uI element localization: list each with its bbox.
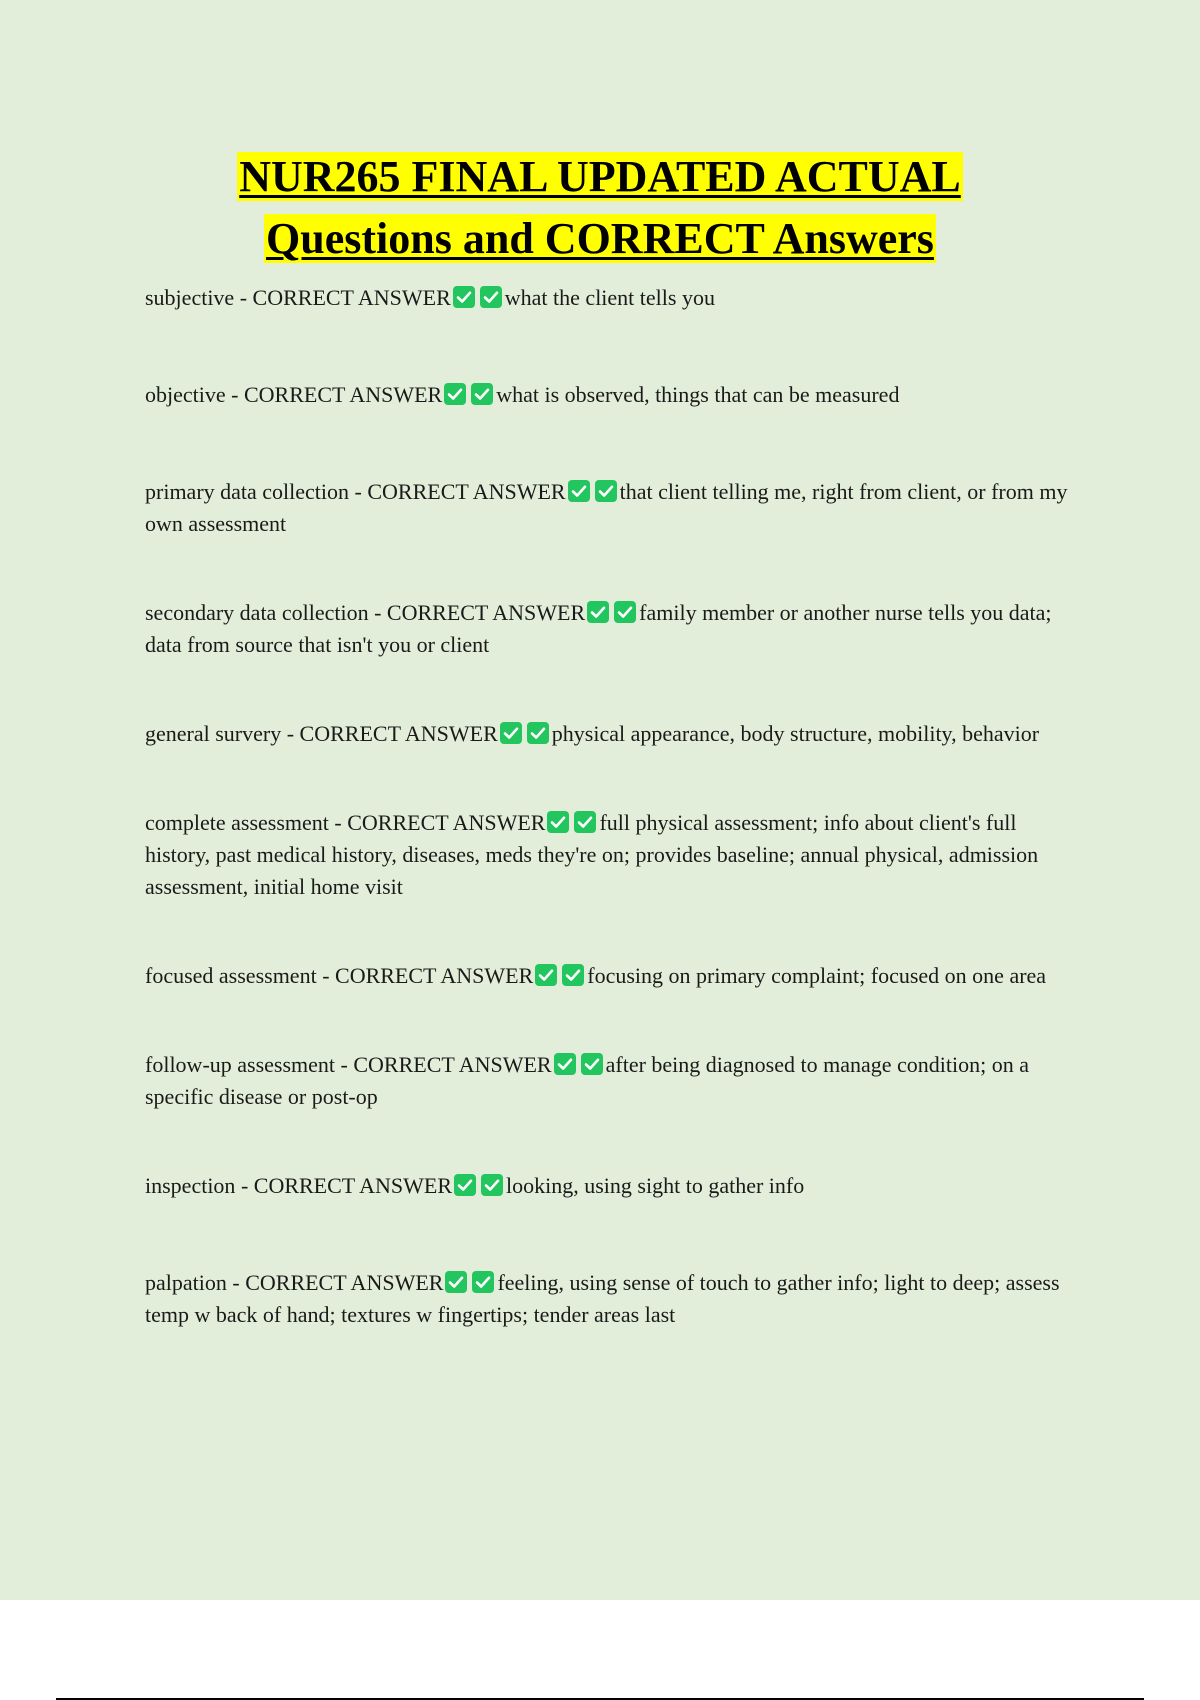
- correct-answer-label: CORRECT ANSWER: [243, 382, 443, 407]
- title-line-1: [0, 146, 1200, 208]
- qa-separator: -: [368, 600, 387, 625]
- qa-answer: looking, using sight to gather info: [506, 1173, 805, 1198]
- qa-answer: after being diagnosed to manage condition; on a specific disease or post-op: [145, 1052, 1029, 1109]
- qa-separator: -: [335, 1052, 354, 1077]
- correct-answer-label: CORRECT ANSWER: [252, 285, 451, 310]
- qa-item: [145, 960, 1085, 992]
- qa-term: subjective: [145, 285, 235, 310]
- qa-answer: feeling, using sense of touch to gather info; light to deep; assess temp w back of hand; textures w fingertips; tender areas last: [145, 1270, 1060, 1327]
- qa-term: palpation: [145, 1270, 227, 1295]
- check-mark-icon: [454, 1174, 476, 1196]
- correct-answer-label: CORRECT ANSWER: [353, 1052, 552, 1077]
- check-mark-icon: [587, 601, 609, 623]
- check-mark-icon: [481, 1174, 503, 1196]
- correct-answer-label: CORRECT ANSWER: [335, 963, 534, 988]
- qa-separator: -: [316, 963, 336, 988]
- qa-item: [145, 282, 1085, 314]
- check-mark-icon: [471, 383, 493, 405]
- qa-item: [145, 1267, 1085, 1331]
- qa-term: focused assessment: [145, 963, 317, 988]
- check-mark-icon: [472, 1271, 494, 1293]
- qa-term: primary data collection: [145, 479, 350, 504]
- qa-answer: what the client tells you: [504, 285, 715, 310]
- qa-separator: -: [226, 1270, 246, 1295]
- qa-item: [145, 1170, 1085, 1202]
- check-mark-icon: [562, 964, 584, 986]
- correct-answer-label: CORRECT ANSWER: [253, 1173, 453, 1198]
- qa-separator: -: [328, 810, 348, 835]
- qa-answer: what is observed, things that can be measured: [496, 382, 900, 407]
- check-mark-icon: [527, 722, 549, 744]
- qa-answer: focusing on primary complaint; focused on one area: [587, 963, 1047, 988]
- qa-separator: -: [225, 382, 244, 407]
- qa-separator: -: [234, 285, 253, 310]
- qa-list: [145, 282, 1085, 1388]
- qa-separator: -: [235, 1173, 254, 1198]
- correct-answer-label: CORRECT ANSWER: [347, 810, 546, 835]
- qa-answer: family member or another nurse tells you data; data from source that isn't you or client: [145, 600, 1052, 657]
- check-mark-icon: [535, 964, 557, 986]
- check-mark-icon: [595, 480, 617, 502]
- qa-item: [145, 718, 1085, 750]
- document-title: [0, 146, 1200, 270]
- title-line-1-text: NUR265 FINAL UPDATED ACTUAL: [239, 152, 961, 201]
- correct-answer-label: CORRECT ANSWER: [367, 479, 566, 504]
- qa-separator: -: [349, 479, 368, 504]
- qa-item: [145, 807, 1085, 903]
- qa-separator: -: [281, 721, 300, 746]
- title-line-2: [0, 208, 1200, 270]
- qa-answer: full physical assessment; info about client's full history, past medical history, diseases, meds they're on; provides baseline; annual physical, admission assessment, initial home visit: [145, 810, 1039, 899]
- check-mark-icon: [500, 722, 522, 744]
- qa-term: inspection: [145, 1173, 236, 1198]
- qa-answer: physical appearance, body structure, mobility, behavior: [551, 721, 1040, 746]
- qa-item: [145, 1049, 1085, 1113]
- correct-answer-label: CORRECT ANSWER: [299, 721, 498, 746]
- check-mark-icon: [480, 286, 502, 308]
- qa-answer: that client telling me, right from client, or from my own assessment: [145, 479, 1068, 536]
- check-mark-icon: [574, 811, 596, 833]
- check-mark-icon: [614, 601, 636, 623]
- correct-answer-label: CORRECT ANSWER: [245, 1270, 444, 1295]
- check-mark-icon: [568, 480, 590, 502]
- check-mark-icon: [547, 811, 569, 833]
- qa-item: [145, 597, 1085, 661]
- qa-item: [145, 476, 1085, 540]
- check-mark-icon: [445, 1271, 467, 1293]
- qa-term: objective: [145, 382, 226, 407]
- correct-answer-label: CORRECT ANSWER: [386, 600, 586, 625]
- qa-term: follow-up assessment: [145, 1052, 336, 1077]
- check-mark-icon: [581, 1053, 603, 1075]
- qa-item: [145, 379, 1085, 411]
- check-mark-icon: [453, 286, 475, 308]
- qa-term: complete assessment: [145, 810, 329, 835]
- title-line-2-text: Questions and CORRECT Answers: [266, 214, 934, 263]
- check-mark-icon: [444, 383, 466, 405]
- qa-term: general survery: [145, 721, 282, 746]
- check-mark-icon: [554, 1053, 576, 1075]
- qa-term: secondary data collection: [145, 600, 369, 625]
